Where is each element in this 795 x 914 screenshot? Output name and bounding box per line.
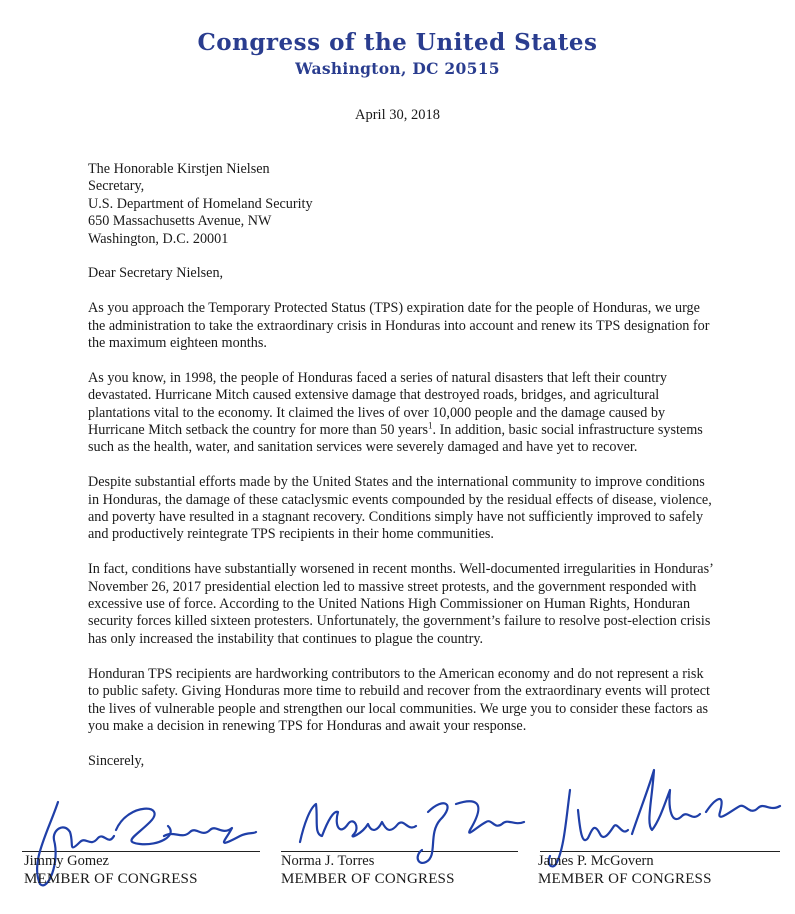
signatory-3 xyxy=(538,852,712,888)
recipient-street: 650 Massachusetts Avenue, NW xyxy=(88,213,272,230)
signatory-2-title: MEMBER OF CONGRESS xyxy=(281,871,455,887)
letter-date: April 30, 2018 xyxy=(355,107,440,123)
paragraph-2 xyxy=(88,370,713,457)
paragraph-5: Honduran TPS recipients are hardworking contributors to the American economy and do not represent a risk to public safety. Giving Honduras more time to rebuild and recover from the extraordinary events will protect the lives of vulnerable people and strengthen our local communities. We urge you to consider these factors as you make a decision in renewing TPS for Honduras and await your response. xyxy=(88,665,710,734)
letter-body xyxy=(88,161,713,788)
signatory-1-title: MEMBER OF CONGRESS xyxy=(24,871,198,887)
signatory-1-name: Jimmy Gomez xyxy=(24,853,109,869)
recipient-address xyxy=(88,161,713,248)
paragraph-2-text: As you know, in 1998, the people of Honduras faced a series of natural disasters that left their country devastated. Hurricane Mitch caused extensive damage that destroyed roads, bridges, and agricultural plantations vital to the economy. It claimed the lives of over 10,000 people and the damage caused by Hurricane Mitch setback the country for more than 50 years xyxy=(88,369,668,439)
signatory-2-name: Norma J. Torres xyxy=(281,853,375,869)
paragraph-2-tail: . In addition, basic social infrastructure systems such as the health, water, and sanitation services were severely damaged and have yet to recover. xyxy=(88,422,703,456)
salutation: Dear Secretary Nielsen, xyxy=(88,265,224,282)
paragraph-4: In fact, conditions have substantially worsened in recent months. Well-documented irregularities in Honduras’ November 26, 2017 presidential election led to massive street protests, and the government responded with excessive use of force. According to the United Nations High Commissioner on Human Rights, Honduran security forces killed sixteen protesters. Unfortunately, the government’s failure to resolve post-election crisis has only increased the instability that continues to plague the country. xyxy=(88,561,713,647)
recipient-department: U.S. Department of Homeland Security xyxy=(88,195,313,212)
closing: Sincerely, xyxy=(88,752,145,769)
recipient-city: Washington, D.C. 20001 xyxy=(88,230,229,247)
footnote-marker: 1 xyxy=(427,420,433,431)
signatory-2 xyxy=(281,852,455,888)
signatory-3-title: MEMBER OF CONGRESS xyxy=(538,871,712,887)
letterhead-title: Congress of the United States xyxy=(197,29,598,56)
signatory-1 xyxy=(24,852,198,888)
paragraph-3: Despite substantial efforts made by the United States and the international community to improve conditions in Honduras, the damage of these cataclysmic events compounded by the residual effects of disease, violence, and poverty have resulted in a stagnant recovery. Conditions simply have not sufficiently improved to safely and productively reintegrate TPS recipients in their home communities. xyxy=(88,474,712,543)
recipient-title: Secretary, xyxy=(88,178,145,195)
paragraph-1: As you approach the Temporary Protected Status (TPS) expiration date for the people of Honduras, we urge the administration to take the extraordinary crisis in Honduras into account and renew its TPS designation for the maximum eighteen months. xyxy=(88,300,710,352)
letterhead xyxy=(0,28,795,80)
letterhead-subtitle: Washington, DC 20515 xyxy=(295,59,500,78)
signatory-3-name: James P. McGovern xyxy=(538,853,654,869)
recipient-name: The Honorable Kirstjen Nielsen xyxy=(88,161,270,177)
